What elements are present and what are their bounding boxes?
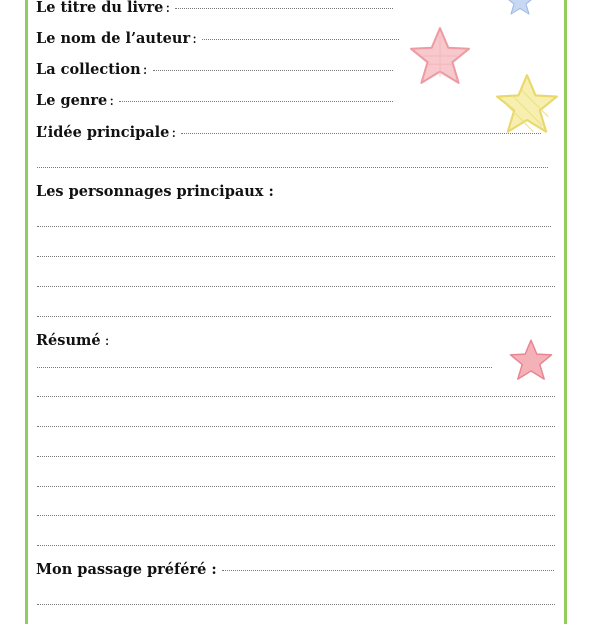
section-label: Mon passage préféré : (36, 561, 217, 578)
field-colon: : (165, 0, 171, 16)
field-colon: : (109, 93, 115, 109)
field-label: Le titre du livre (36, 0, 164, 16)
answer-line[interactable] (37, 514, 555, 516)
answer-line[interactable] (37, 485, 555, 487)
field-titre (36, 0, 393, 17)
star-icon (498, 0, 542, 16)
answer-line[interactable] (181, 132, 541, 134)
section-personnages (36, 183, 274, 201)
answer-line[interactable] (37, 455, 555, 457)
section-colon: : (104, 333, 110, 349)
field-colon: : (171, 125, 177, 141)
answer-line[interactable] (175, 7, 393, 9)
field-label: Le nom de l’auteur (36, 30, 191, 47)
answer-line[interactable] (222, 569, 554, 571)
section-label: Résumé (36, 332, 101, 349)
section-label: Les personnages principaux : (36, 183, 274, 200)
answer-line[interactable] (37, 255, 555, 257)
field-label: L’idée principale (36, 124, 170, 141)
section-passage (36, 561, 554, 579)
answer-line[interactable] (37, 225, 551, 227)
answer-line[interactable] (119, 100, 393, 102)
field-label: La collection (36, 61, 141, 78)
field-label: Le genre (36, 92, 108, 109)
star-icon (507, 338, 555, 382)
answer-line[interactable] (37, 315, 551, 317)
section-resume (36, 332, 109, 350)
answer-line[interactable] (37, 166, 548, 168)
field-idee (36, 124, 541, 142)
field-collection (36, 61, 393, 79)
answer-line[interactable] (202, 38, 399, 40)
field-genre (36, 92, 393, 110)
answer-line[interactable] (37, 603, 555, 605)
field-colon: : (192, 31, 197, 47)
answer-line[interactable] (37, 544, 555, 546)
field-auteur (36, 30, 399, 48)
field-colon: : (142, 62, 148, 78)
answer-line[interactable] (37, 425, 555, 427)
answer-line[interactable] (153, 69, 393, 71)
answer-line[interactable] (37, 395, 555, 397)
answer-line[interactable] (37, 285, 555, 287)
answer-line[interactable] (37, 366, 492, 368)
star-icon (406, 25, 474, 87)
